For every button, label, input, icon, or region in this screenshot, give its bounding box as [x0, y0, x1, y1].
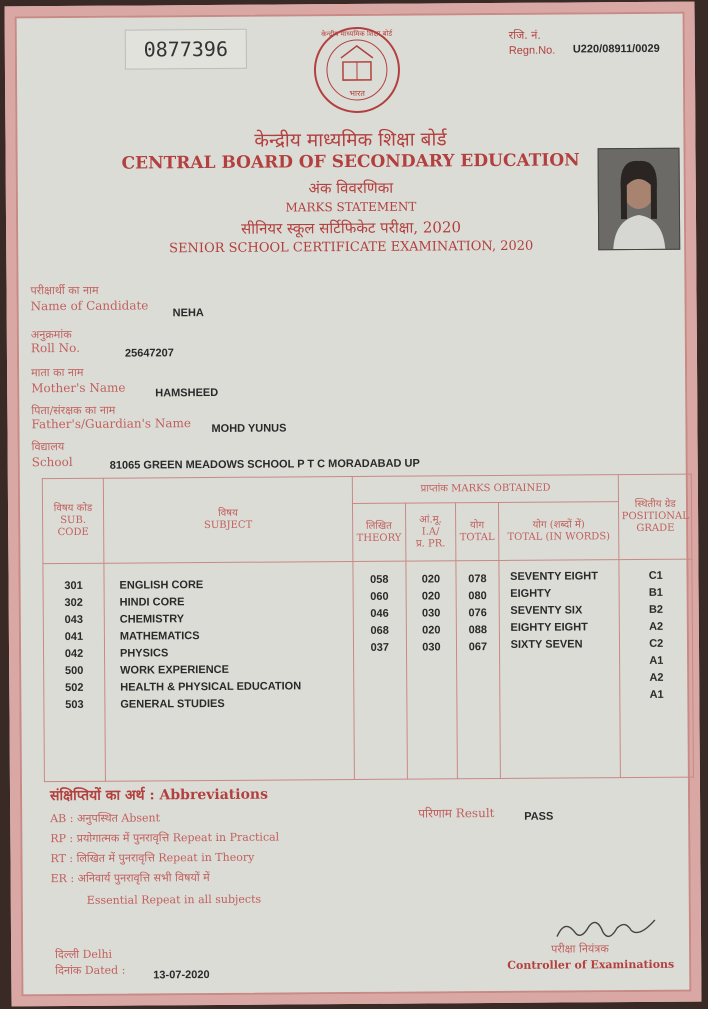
table-row-ia	[408, 692, 456, 709]
result-label: परिणाम Result	[418, 806, 495, 821]
table-row-total: 076	[468, 607, 487, 620]
abbr-absent: AB : अनुपस्थित Absent	[50, 811, 161, 826]
table-row-code: 503	[65, 698, 84, 712]
mother-name: HAMSHEED	[155, 386, 219, 400]
candidate-name: NEHA	[172, 307, 204, 320]
col-grade: स्थितीय ग्रेड POSITIONAL GRADE	[619, 474, 692, 560]
regn-number: U220/08911/0029	[572, 42, 660, 56]
roll-label-hindi: अनुक्रमांक	[30, 327, 72, 342]
total-cell	[456, 560, 500, 778]
regn-label-hindi: रजि. नं.	[508, 28, 541, 42]
table-row-subject: HEALTH & PHYSICAL EDUCATION	[120, 680, 302, 694]
mother-label-hindi: माता का नाम	[31, 365, 84, 380]
serial-number: 0877396	[125, 29, 247, 70]
abbreviations-title: संक्षिप्तियों का अर्थ : Abbreviations	[49, 786, 269, 805]
table-row-subject: ENGLISH CORE	[119, 579, 204, 592]
table-row-grade: C2	[649, 637, 664, 650]
dated-label: दिनांक Dated :	[55, 963, 126, 978]
table-row-words: EIGHTY EIGHT	[510, 621, 588, 634]
subjects-cell	[104, 562, 355, 782]
mother-label: Mother's Name	[31, 380, 126, 396]
roll-label: Roll No.	[30, 340, 81, 356]
table-row-code: 500	[64, 664, 84, 678]
table-row-subject: PHYSICS	[119, 647, 169, 660]
regn-label: Regn.No.	[508, 44, 556, 57]
abbr-repeat-theory: RT : लिखित में पुनरावृत्ति Repeat in Theory	[50, 850, 255, 866]
table-row-grade: B2	[648, 603, 664, 616]
table-row-code: 041	[64, 630, 84, 644]
cbse-seal-logo	[311, 24, 404, 117]
table-row-grade: B1	[648, 586, 663, 599]
result-value: PASS	[524, 810, 554, 823]
table-row-ia: 020	[421, 590, 441, 603]
table-row-subject: HINDI CORE	[119, 596, 185, 609]
theory-cell	[353, 561, 407, 779]
school-label: School	[31, 454, 73, 470]
table-row-words: SIXTY SEVEN	[510, 638, 583, 651]
ia-cell	[406, 561, 458, 779]
col-subject: विषय SUBJECT	[103, 477, 353, 564]
table-row-words	[501, 655, 619, 673]
table-row-theory	[355, 676, 405, 693]
issue-date: 13-07-2020	[153, 969, 210, 982]
table-row-code: 042	[64, 647, 84, 661]
table-row-code: 043	[64, 613, 84, 627]
exam-title-hindi: सीनियर स्कूल सर्टिफिकेट परीक्षा, 2020	[241, 218, 462, 238]
controller-label: Controller of Examinations	[507, 957, 675, 972]
table-row-total: 080	[468, 590, 487, 603]
table-row-ia	[408, 675, 456, 692]
roll-number: 25647207	[124, 347, 174, 360]
table-row-grade: A1	[649, 688, 664, 701]
table-row-grade: A1	[649, 654, 664, 667]
table-row-total	[458, 658, 497, 675]
abbr-essential-repeat-en: Essential Repeat in all subjects	[86, 892, 262, 907]
table-row-total	[459, 692, 498, 709]
table-row-total: 088	[468, 624, 488, 637]
col-ia-pr: आं.मू. I.A/ प्र. PR.	[405, 503, 456, 561]
board-name-hindi: केन्द्रीय माध्यमिक शिक्षा बोर्ड	[254, 128, 447, 152]
table-row-ia: 030	[421, 607, 441, 620]
table-row-theory	[355, 693, 405, 710]
marks-statement-document	[5, 2, 702, 1007]
table-row-code: 502	[65, 681, 84, 695]
name-label-hindi: परीक्षार्थी का नाम	[30, 283, 99, 298]
table-row-ia	[408, 658, 456, 675]
table-row-theory	[355, 659, 405, 676]
col-total: योग TOTAL	[456, 502, 499, 560]
table-row-ia: 030	[422, 641, 441, 654]
col-theory: लिखित THEORY	[352, 503, 405, 561]
table-row-theory: 060	[370, 590, 389, 603]
table-row-subject: MATHEMATICS	[119, 630, 200, 643]
table-row-words	[501, 672, 619, 690]
doc-title-hindi: अंक विवरणिका	[308, 178, 394, 198]
table-row-code: 302	[64, 596, 83, 610]
words-cell	[498, 560, 620, 779]
exam-title: SENIOR SCHOOL CERTIFICATE EXAMINATION, 2020	[169, 238, 534, 257]
col-total-words: योग (शब्दों में) TOTAL (IN WORDS)	[498, 502, 619, 561]
table-row-grade: A2	[649, 620, 664, 633]
seal-text-bottom: भारत	[349, 88, 365, 99]
table-row-total	[458, 675, 497, 692]
table-row-words	[501, 689, 619, 707]
school-label-hindi: विद्यालय	[31, 440, 65, 454]
table-row-code: 301	[64, 579, 83, 593]
seal-text-top: केन्द्रीय माध्यमिक शिक्षा बोर्ड	[321, 29, 393, 39]
table-row-theory: 058	[370, 573, 389, 586]
table-row-grade: A2	[649, 671, 664, 684]
father-label: Father's/Guardian's Name	[31, 416, 192, 432]
col-marks-obtained: प्राप्तांक MARKS OBTAINED	[352, 475, 619, 504]
grade-cell	[619, 559, 693, 778]
table-row-total: 067	[468, 641, 488, 654]
table-row-words: EIGHTY	[510, 587, 552, 600]
name-label: Name of Candidate	[30, 298, 149, 314]
col-sub-code: विषय कोड SUB. CODE	[42, 478, 104, 563]
table-row-theory: 068	[370, 624, 389, 637]
table-row-subject: GENERAL STUDIES	[120, 697, 225, 711]
table-row-ia: 020	[421, 573, 441, 586]
table-row-theory: 046	[370, 607, 389, 620]
abbr-repeat-practical: RP : प्रयोगात्मक में पुनरावृत्ति Repeat in Practical	[50, 830, 280, 846]
father-label-hindi: पिता/संरक्षक का नाम	[31, 403, 116, 418]
table-row-subject: WORK EXPERIENCE	[120, 663, 229, 677]
table-row-words: SEVENTY EIGHT	[510, 570, 598, 583]
table-row-total: 078	[468, 573, 487, 586]
doc-title: MARKS STATEMENT	[285, 199, 417, 215]
abbr-essential-repeat: ER : अनिवार्य पुनरावृत्ति सभी विषयों में	[50, 871, 210, 886]
table-row-theory: 037	[370, 641, 389, 654]
table-row-words: SEVENTY SIX	[510, 604, 583, 617]
codes-cell	[43, 563, 105, 781]
candidate-photo	[598, 148, 681, 251]
controller-label-hindi: परीक्षा नियंत्रक	[551, 942, 609, 956]
table-row-ia: 020	[422, 624, 441, 637]
board-name: CENTRAL BOARD OF SECONDARY EDUCATION	[121, 150, 580, 174]
father-name: MOHD YUNUS	[211, 422, 287, 435]
place-label: दिल्ली Delhi	[55, 947, 113, 962]
school-name: 81065 GREEN MEADOWS SCHOOL P T C MORADABAD UP	[109, 457, 420, 472]
table-row-grade: C1	[648, 569, 663, 582]
table-row-subject: CHEMISTRY	[119, 613, 185, 626]
marks-table	[42, 474, 694, 783]
